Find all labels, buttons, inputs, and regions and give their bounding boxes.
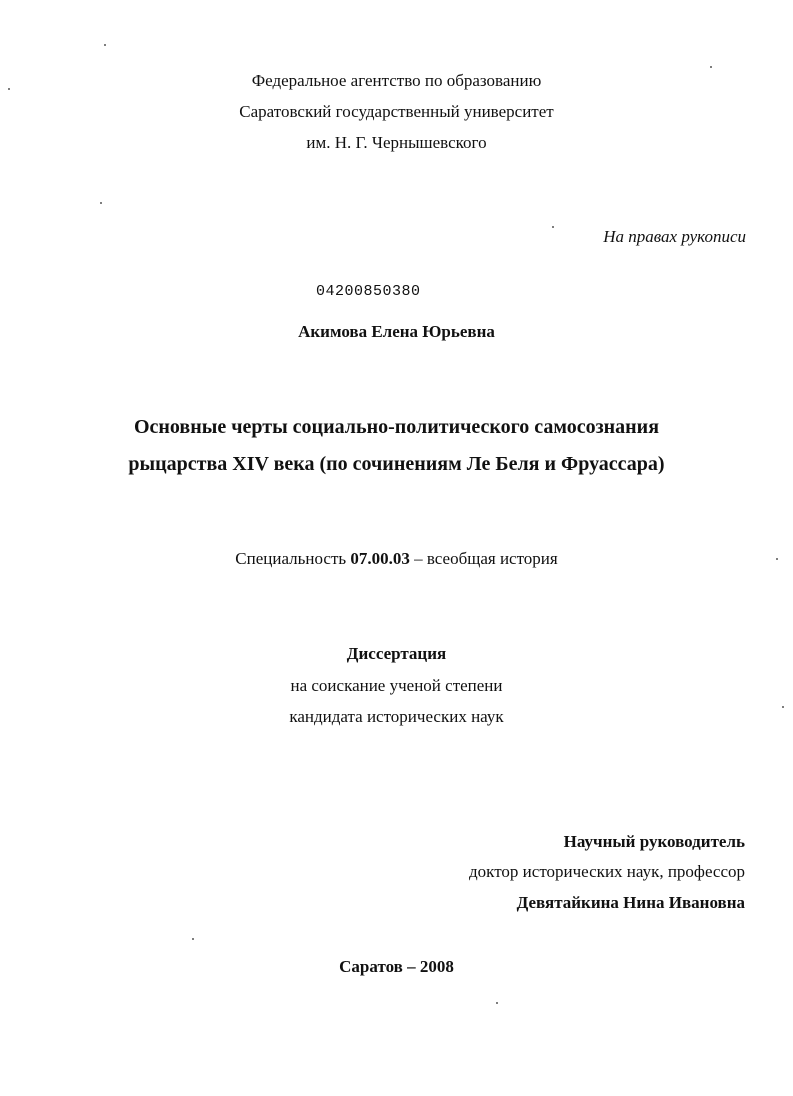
supervisor-heading: Научный руководитель	[563, 832, 745, 851]
agency-line: Федеральное агентство по образованию	[251, 71, 542, 90]
supervisor-degree: доктор исторических наук, профессор	[469, 862, 745, 881]
specialty-suffix: – всеобщая история	[409, 549, 558, 568]
work-type-line-1: на соискание ученой степени	[290, 676, 503, 695]
specialty-prefix: Специальность	[235, 549, 351, 568]
manuscript-note: На правах рукописи	[603, 227, 746, 246]
work-type-heading: Диссертация	[346, 644, 447, 663]
university-line: Саратовский государственный университет	[239, 102, 554, 121]
university-name-line: им. Н. Г. Чернышевского	[306, 133, 487, 152]
scan-speck	[496, 1002, 498, 1004]
specialty-line	[0, 549, 793, 569]
author-name: Акимова Елена Юрьевна	[298, 322, 495, 341]
work-type-line-2: кандидата исторических наук	[289, 707, 504, 726]
scan-speck	[192, 938, 194, 940]
city-year: Саратов – 2008	[339, 957, 454, 976]
scan-speck	[100, 202, 102, 204]
dissertation-title-line-2: рыцарства XIV века (по сочинениям Ле Беля и Фруассара)	[128, 453, 665, 475]
supervisor-name: Девятайкина Нина Ивановна	[516, 893, 745, 912]
dissertation-title-line-1: Основные черты социально-политического самосознания	[133, 416, 660, 438]
specialty-code: 07.00.03	[350, 549, 410, 568]
document-code: 04200850380	[316, 283, 421, 300]
scan-speck	[552, 226, 554, 228]
scan-speck	[104, 44, 106, 46]
scan-speck	[710, 66, 712, 68]
